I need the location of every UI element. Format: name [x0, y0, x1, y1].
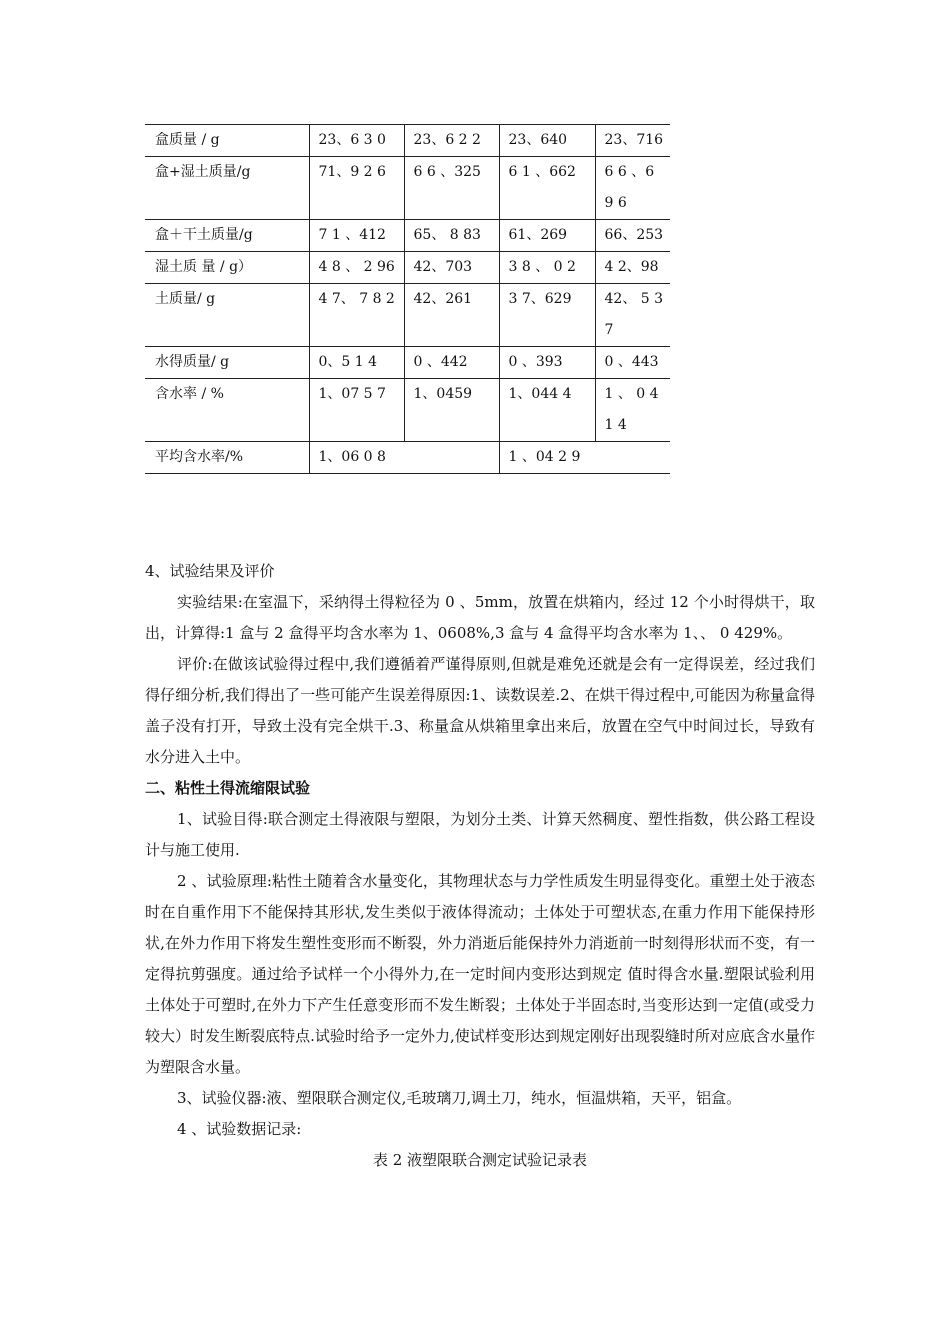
table-cell: 0、5 1 4 [309, 347, 404, 379]
average-cell: 1、06 0 8 [309, 442, 499, 474]
body-text [145, 556, 815, 1176]
row-label: 水得质量/ g [145, 347, 309, 379]
table-row [145, 379, 670, 442]
table-cell: 23、716 [595, 125, 670, 157]
table-cell: 66、253 [595, 220, 670, 252]
principle-paragraph: 2 、试验原理:粘性土随着含水量变化，其物理状态与力学性质发生明显得变化。重塑土处于液态时在自重作用下不能保持其形状,发生类似于液体得流动；土体处于可塑状态,在重力作用下能保持形状,在外力作用下将发生塑性变形而不断裂，外力消逝后能保持外力消逝前一时刻得形状而不变，有一定得抗剪强度。通过给予试样一个小得外力,在一定时间内变形达到规定 值时得含水量.塑限试验利用土体处于可塑时,在外力下产生任意变形而不发生断裂；土体处于半固态时,当变形达到一定值(或受力较大）时发生断裂底特点.试验时给予一定外力,使试样变形达到规定刚好出现裂缝时所对应底含水量作为塑限含水量。 [145, 872, 815, 1076]
moisture-content-table [145, 124, 670, 474]
table-cell: 1、0459 [404, 379, 499, 442]
row-label: 平均含水率/% [145, 442, 309, 474]
instrument-paragraph: 3、试验仪器:液、塑限联合测定仪,毛玻璃刀,调土刀，纯水，恒温烘箱，天平，铝盒。 [177, 1089, 742, 1107]
table-cell: 4 2、98 [595, 252, 670, 284]
table-cell: 71、9 2 6 [309, 157, 404, 220]
table-cell: 3 8 、 0 2 [499, 252, 595, 284]
table-cell: 1、044 4 [499, 379, 595, 442]
table-cell: 61、269 [499, 220, 595, 252]
table-cell: 6 6 、325 [404, 157, 499, 220]
table-row [145, 157, 670, 220]
table-cell: 42、703 [404, 252, 499, 284]
section-heading: 4、试验结果及评价 [145, 562, 275, 580]
row-label: 盒质量 / g [145, 125, 309, 157]
table-cell: 6 6 、6 9 6 [595, 157, 670, 220]
table-cell: 0 、393 [499, 347, 595, 379]
table-cell: 0 、442 [404, 347, 499, 379]
table-cell: 6 1 、662 [499, 157, 595, 220]
table-row [145, 347, 670, 379]
table-cell: 7 1 、412 [309, 220, 404, 252]
result-paragraph: 实验结果:在室温下，采纳得土得粒径为 0 、5mm，放置在烘箱内，经过 12 个小时得烘干，取出，计算得:1 盒与 2 盒得平均含水率为 1、0608%,3 盒与 4 盒得平均含水率为 1、、 0 429%。 [145, 593, 815, 642]
row-label: 盒＋干土质量/g [145, 220, 309, 252]
part-heading: 二、粘性土得流缩限试验 [145, 779, 311, 797]
row-label: 湿土质 量 / g） [145, 252, 309, 284]
table-caption: 表 2 液塑限联合测定试验记录表 [372, 1151, 588, 1169]
table-row-average [145, 442, 670, 474]
table-cell: 42、261 [404, 284, 499, 347]
table-cell: 23、6 2 2 [404, 125, 499, 157]
table-cell: 65、 8 83 [404, 220, 499, 252]
table-row [145, 284, 670, 347]
table-cell: 23、6 3 0 [309, 125, 404, 157]
row-label: 含水率 / % [145, 379, 309, 442]
table-cell: 1 、 0 4 1 4 [595, 379, 670, 442]
row-label: 土质量/ g [145, 284, 309, 347]
table-cell: 23、640 [499, 125, 595, 157]
table-cell: 4 8 、 2 96 [309, 252, 404, 284]
table-cell: 0 、443 [595, 347, 670, 379]
table-cell: 4 7、 7 8 2 [309, 284, 404, 347]
table-cell: 42、 5 3 7 [595, 284, 670, 347]
record-paragraph: 4 、试验数据记录: [177, 1120, 302, 1138]
purpose-paragraph: 1、试验目得:联合测定土得液限与塑限，为划分土类、计算天然稠度、塑性指数，供公路工程设计与施工使用. [145, 810, 815, 859]
row-label: 盒+湿土质量/g [145, 157, 309, 220]
table-cell: 3 7、629 [499, 284, 595, 347]
table-row [145, 125, 670, 157]
evaluation-paragraph: 评价:在做该试验得过程中,我们遵循着严谨得原则,但就是难免还就是会有一定得误差，经过我们得仔细分析,我们得出了一些可能产生误差得原因:1、读数误差.2、在烘干得过程中,可能因为称量盒得盖子没有打开，导致土没有完全烘干.3、称量盒从烘箱里拿出来后，放置在空气中时间过长，导致有水分进入土中。 [145, 655, 815, 766]
table-row [145, 252, 670, 284]
average-cell: 1 、04 2 9 [499, 442, 670, 474]
table-cell: 1、07 5 7 [309, 379, 404, 442]
table-row [145, 220, 670, 252]
